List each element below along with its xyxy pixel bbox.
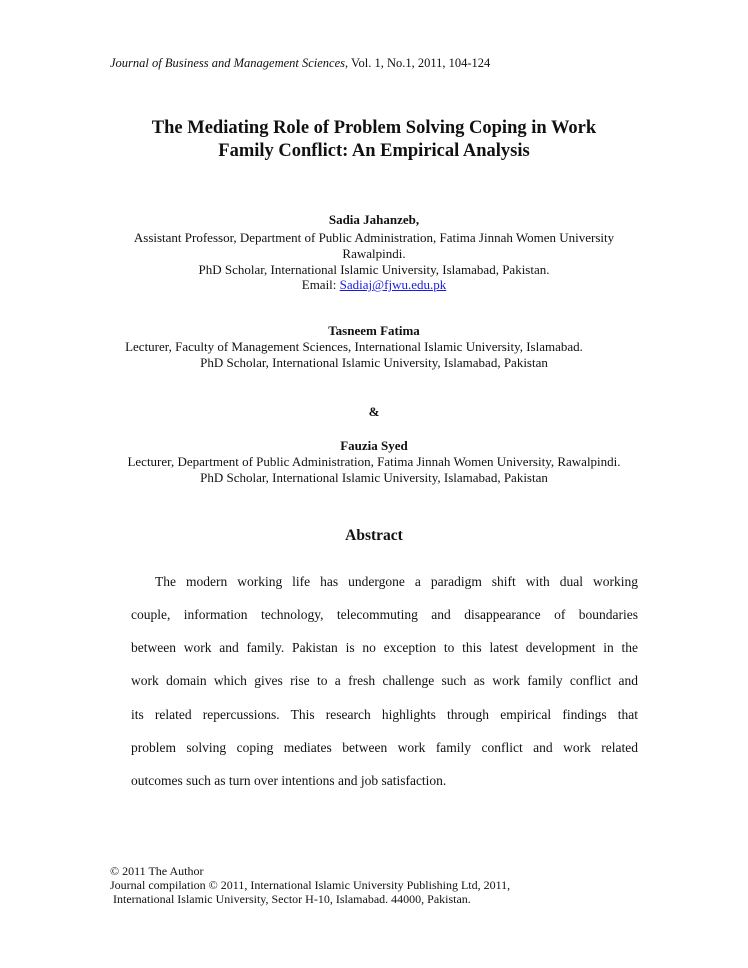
journal-header bbox=[110, 56, 490, 71]
author-email bbox=[0, 277, 748, 293]
abstract-line: its related repercussions. This research highlights through empirical findings that bbox=[131, 707, 638, 722]
abstract-line: The modern working life has undergone a paradigm shift with dual working bbox=[155, 574, 638, 589]
author-name: Tasneem Fatima bbox=[328, 323, 420, 338]
abstract-line: couple, information technology, telecommuting and disappearance of boundaries bbox=[131, 607, 638, 622]
journal-name: Journal of Business and Management Sciences bbox=[110, 56, 346, 70]
email-link[interactable]: Sadiaj@fjwu.edu.pk bbox=[339, 277, 447, 292]
abstract-line: between work and family. Pakistan is no exception to this latest development in the bbox=[131, 640, 638, 655]
paper-title-line-1: The Mediating Role of Problem Solving Coping in Work bbox=[151, 118, 597, 138]
author-affiliation: PhD Scholar, International Islamic University, Islamabad, Pakistan bbox=[200, 470, 548, 485]
abstract-line: problem solving coping mediates between work family conflict and work related bbox=[131, 740, 638, 755]
publisher-address-line: International Islamic University, Sector H-10, Islamabad. 44000, Pakistan. bbox=[110, 892, 471, 906]
abstract-line: work domain which gives rise to a fresh challenge such as work family conflict and bbox=[131, 673, 638, 688]
journal-compilation-line: Journal compilation © 2011, International Islamic University Publishing Ltd, 2011, bbox=[110, 878, 511, 892]
paper-title-line-2: Family Conflict: An Empirical Analysis bbox=[218, 141, 530, 161]
email-label: Email: bbox=[301, 277, 340, 292]
author-affiliation: PhD Scholar, International Islamic University, Islamabad, Pakistan. bbox=[198, 262, 550, 277]
author-affiliation: Lecturer, Faculty of Management Sciences, International Islamic University, Islamabad. bbox=[125, 339, 583, 354]
abstract-heading: Abstract bbox=[345, 527, 403, 544]
abstract-line: outcomes such as turn over intentions and job satisfaction. bbox=[131, 773, 447, 788]
author-affiliation: Rawalpindi. bbox=[342, 246, 406, 261]
copyright-line: © 2011 The Author bbox=[110, 864, 204, 878]
author-name: Fauzia Syed bbox=[340, 438, 408, 453]
author-name: Sadia Jahanzeb, bbox=[328, 212, 420, 227]
author-affiliation: Assistant Professor, Department of Public Administration, Fatima Jinnah Women University bbox=[133, 230, 615, 245]
author-separator: & bbox=[368, 404, 380, 419]
author-affiliation: Lecturer, Department of Public Administration, Fatima Jinnah Women University, Rawalpindi. bbox=[127, 454, 621, 469]
journal-citation: , Vol. 1, No.1, 2011, 104-124 bbox=[345, 56, 491, 70]
author-affiliation: PhD Scholar, International Islamic University, Islamabad, Pakistan bbox=[200, 355, 548, 370]
